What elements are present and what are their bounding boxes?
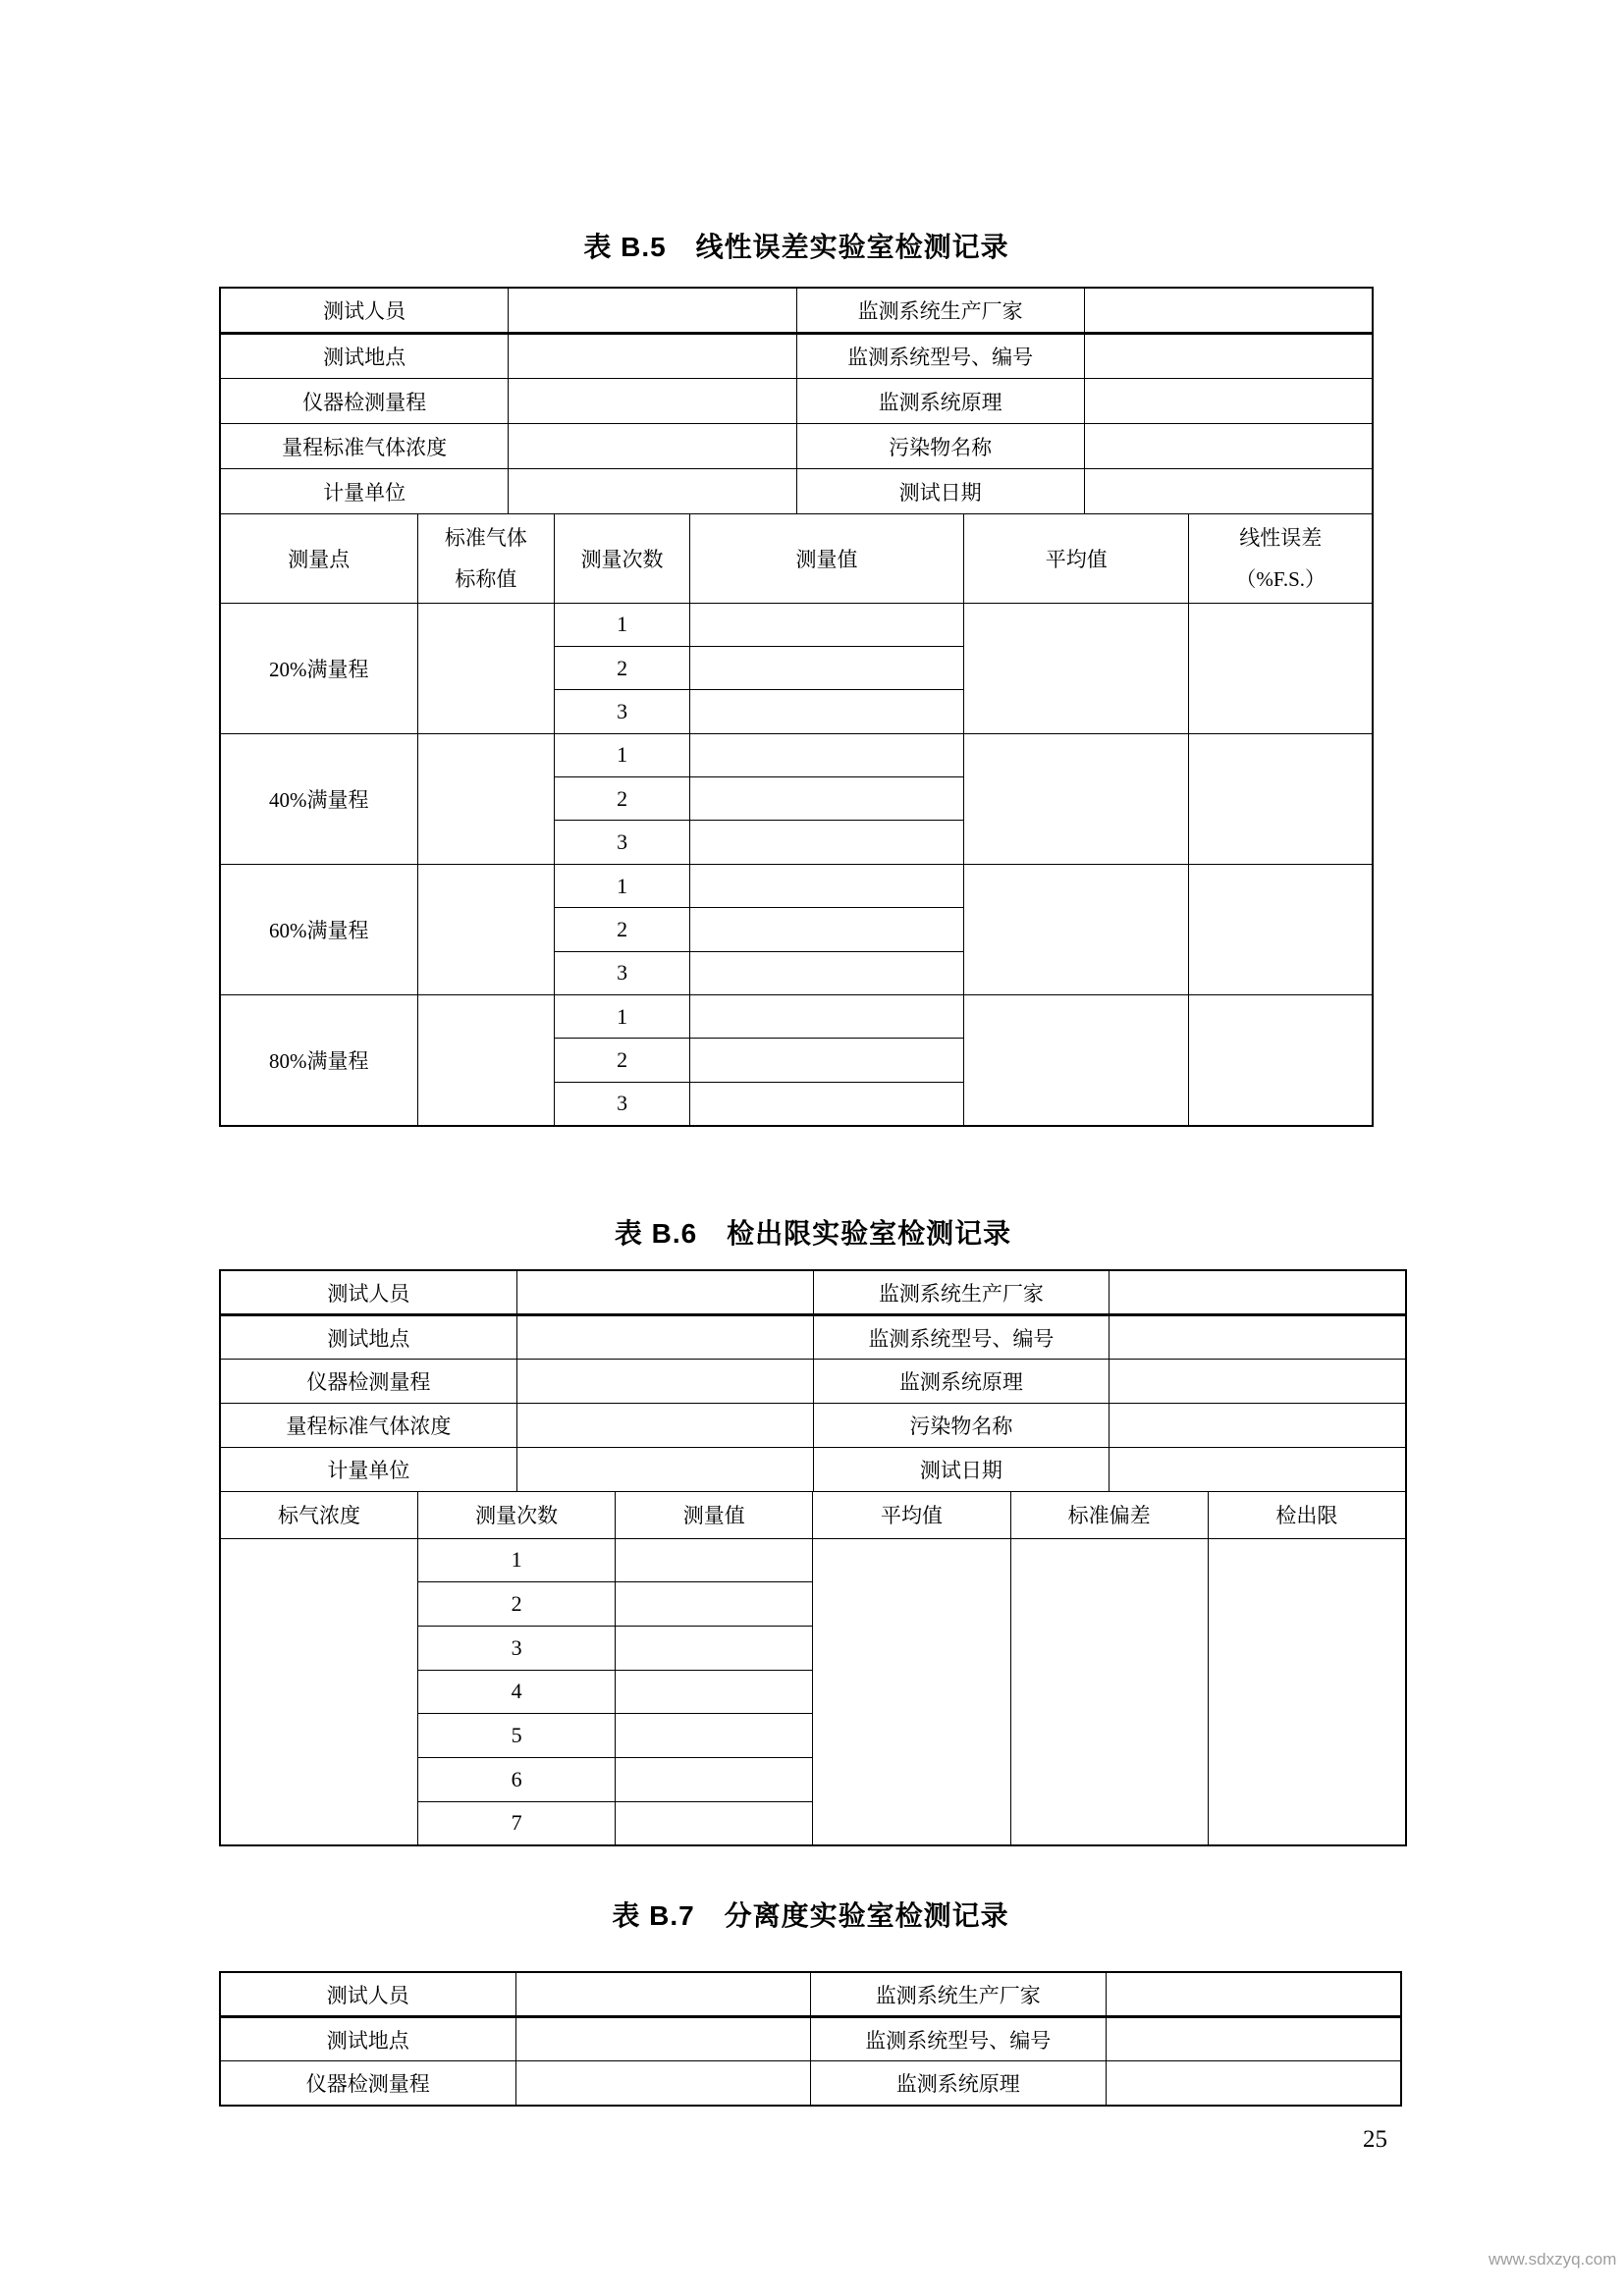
measure-point-cell: 80%满量程 — [221, 995, 418, 1126]
empty-value-cell — [509, 334, 796, 379]
measured-value-cell — [689, 733, 963, 776]
empty-value-cell — [515, 2017, 811, 2061]
info-label: 监测系统生产厂家 — [811, 1973, 1107, 2017]
table-b7 — [219, 1971, 1402, 2107]
measured-value-cell — [689, 821, 963, 864]
measured-value-cell — [689, 777, 963, 821]
column-header: 检出限 — [1208, 1492, 1405, 1538]
table-b6 — [219, 1269, 1407, 1846]
measured-value-cell — [616, 1757, 813, 1801]
table-row — [221, 1973, 1401, 2017]
info-label: 计量单位 — [221, 1448, 517, 1492]
linearity-error-cell — [1189, 733, 1373, 864]
linearity-error-cell — [1189, 995, 1373, 1126]
table-row — [221, 1360, 1406, 1404]
table-b6-body-block — [220, 1492, 1406, 1845]
table-row — [221, 995, 1373, 1039]
table-b5-title-text: 线性误差实验室检测记录 — [695, 232, 1009, 262]
trial-number-cell: 3 — [555, 1082, 690, 1125]
table-row — [221, 2061, 1401, 2106]
trial-number-cell: 1 — [555, 864, 690, 907]
info-label: 仪器检测量程 — [221, 1360, 517, 1404]
info-label: 污染物名称 — [813, 1404, 1110, 1448]
column-header: 测量值 — [616, 1492, 813, 1538]
info-label: 测试日期 — [813, 1448, 1110, 1492]
info-label: 测试人员 — [221, 1973, 516, 2017]
trial-number-cell: 4 — [418, 1670, 616, 1714]
detection-limit-cell — [1208, 1538, 1405, 1845]
table-row — [221, 424, 1373, 469]
measured-value-cell — [689, 603, 963, 646]
info-label: 监测系统原理 — [796, 379, 1084, 424]
column-header-line2: 标称值 — [455, 566, 517, 591]
info-label: 量程标准气体浓度 — [221, 424, 509, 469]
trial-number-cell: 2 — [418, 1582, 616, 1627]
table-header-row — [221, 1492, 1406, 1538]
measured-value-cell — [689, 864, 963, 907]
table-header-row — [221, 514, 1373, 603]
average-value-cell — [964, 864, 1189, 994]
table-row — [221, 469, 1373, 514]
info-label: 测试人员 — [221, 289, 509, 334]
trial-number-cell: 2 — [555, 777, 690, 821]
table-b7-title-label: 表 B.7 — [612, 1900, 695, 1931]
empty-value-cell — [509, 379, 796, 424]
table-b6-title-label: 表 B.6 — [614, 1218, 698, 1249]
measured-value-cell — [689, 646, 963, 689]
measure-point-cell: 20%满量程 — [221, 603, 418, 733]
measure-point-cell: 60%满量程 — [221, 864, 418, 994]
info-label: 监测系统生产厂家 — [796, 289, 1084, 334]
info-label: 测试地点 — [221, 1315, 517, 1360]
measured-value-cell — [616, 1582, 813, 1627]
empty-value-cell — [515, 1973, 811, 2017]
empty-value-cell — [1084, 379, 1372, 424]
empty-value-cell — [509, 289, 796, 334]
empty-value-cell — [1084, 469, 1372, 514]
table-row — [221, 1538, 1406, 1582]
column-header: 标准偏差 — [1010, 1492, 1208, 1538]
table-b6-info-block — [220, 1270, 1406, 1492]
table-b6-title-text: 检出限实验室检测记录 — [727, 1218, 1012, 1249]
column-header: 测量次数 — [555, 514, 690, 603]
info-label: 监测系统原理 — [811, 2061, 1107, 2106]
empty-value-cell — [1106, 1973, 1401, 2017]
measure-point-cell: 40%满量程 — [221, 733, 418, 864]
info-label: 监测系统型号、编号 — [796, 334, 1084, 379]
measured-value-cell — [616, 1670, 813, 1714]
table-b5 — [219, 287, 1374, 1127]
info-label: 量程标准气体浓度 — [221, 1404, 517, 1448]
table-row — [221, 1271, 1406, 1315]
empty-value-cell — [516, 1448, 813, 1492]
measured-value-cell — [689, 908, 963, 951]
measured-value-cell — [689, 995, 963, 1039]
table-row — [221, 1315, 1406, 1360]
std-gas-nominal-cell — [417, 603, 555, 733]
trial-number-cell: 5 — [418, 1714, 616, 1758]
trial-number-cell: 7 — [418, 1801, 616, 1845]
average-value-cell — [813, 1538, 1010, 1845]
measured-value-cell — [689, 1082, 963, 1125]
empty-value-cell — [516, 1360, 813, 1404]
linearity-error-cell — [1189, 864, 1373, 994]
column-header: 测量点 — [221, 514, 418, 603]
info-label: 监测系统原理 — [813, 1360, 1110, 1404]
trial-number-cell: 1 — [555, 603, 690, 646]
table-row — [221, 1448, 1406, 1492]
table-b5-title — [219, 226, 1374, 265]
average-value-cell — [964, 603, 1189, 733]
trial-number-cell: 6 — [418, 1757, 616, 1801]
std-gas-nominal-cell — [417, 864, 555, 994]
empty-value-cell — [515, 2061, 811, 2106]
table-b5-body-block — [220, 514, 1373, 1126]
table-row — [221, 379, 1373, 424]
column-header: 测量次数 — [418, 1492, 616, 1538]
empty-value-cell — [1084, 424, 1372, 469]
info-label: 计量单位 — [221, 469, 509, 514]
table-row — [221, 2017, 1401, 2061]
info-label: 监测系统型号、编号 — [811, 2017, 1107, 2061]
average-value-cell — [964, 995, 1189, 1126]
measured-value-cell — [689, 951, 963, 994]
table-b7-info-block — [220, 1972, 1401, 2106]
info-label: 监测系统型号、编号 — [813, 1315, 1110, 1360]
table-row — [221, 603, 1373, 646]
table-b7-title-text: 分离度实验室检测记录 — [724, 1900, 1009, 1931]
empty-value-cell — [516, 1315, 813, 1360]
table-b5-info-block — [220, 288, 1373, 514]
empty-value-cell — [509, 424, 796, 469]
std-gas-nominal-cell — [417, 733, 555, 864]
measured-value-cell — [616, 1714, 813, 1758]
info-label: 仪器检测量程 — [221, 379, 509, 424]
column-header-line2: （%F.S.） — [1235, 566, 1326, 591]
column-header-line1: 线性误差 — [1239, 525, 1323, 550]
empty-value-cell — [1110, 1360, 1406, 1404]
column-header — [1189, 514, 1373, 603]
info-label: 测试地点 — [221, 2017, 516, 2061]
table-row — [221, 334, 1373, 379]
trial-number-cell: 1 — [555, 733, 690, 776]
info-label: 仪器检测量程 — [221, 2061, 516, 2106]
trial-number-cell: 1 — [555, 995, 690, 1039]
info-label: 测试日期 — [796, 469, 1084, 514]
table-row — [221, 289, 1373, 334]
info-label: 监测系统生产厂家 — [813, 1271, 1110, 1315]
measured-value-cell — [616, 1538, 813, 1582]
trial-number-cell: 3 — [555, 951, 690, 994]
info-label: 测试人员 — [221, 1271, 517, 1315]
average-value-cell — [964, 733, 1189, 864]
column-header: 测量值 — [689, 514, 963, 603]
column-header: 标气浓度 — [221, 1492, 418, 1538]
empty-value-cell — [1106, 2061, 1401, 2106]
measured-value-cell — [689, 690, 963, 733]
std-gas-conc-cell — [221, 1538, 418, 1845]
column-header: 平均值 — [964, 514, 1189, 603]
trial-number-cell: 2 — [555, 646, 690, 689]
measured-value-cell — [616, 1801, 813, 1845]
empty-value-cell — [516, 1404, 813, 1448]
watermark-text: www.sdxzyq.com — [1489, 2250, 1617, 2269]
empty-value-cell — [1084, 289, 1372, 334]
measured-value-cell — [689, 1039, 963, 1082]
column-header — [417, 514, 555, 603]
empty-value-cell — [509, 469, 796, 514]
empty-value-cell — [1110, 1271, 1406, 1315]
trial-number-cell: 2 — [555, 1039, 690, 1082]
std-deviation-cell — [1010, 1538, 1208, 1845]
info-label: 污染物名称 — [796, 424, 1084, 469]
trial-number-cell: 2 — [555, 908, 690, 951]
empty-value-cell — [516, 1271, 813, 1315]
empty-value-cell — [1110, 1448, 1406, 1492]
linearity-error-cell — [1189, 603, 1373, 733]
trial-number-cell: 3 — [555, 690, 690, 733]
table-row — [221, 733, 1373, 776]
trial-number-cell: 3 — [418, 1626, 616, 1670]
measured-value-cell — [616, 1626, 813, 1670]
empty-value-cell — [1084, 334, 1372, 379]
column-header: 平均值 — [813, 1492, 1010, 1538]
table-b5-title-label: 表 B.5 — [583, 232, 667, 262]
trial-number-cell: 3 — [555, 821, 690, 864]
trial-number-cell: 1 — [418, 1538, 616, 1582]
empty-value-cell — [1110, 1315, 1406, 1360]
table-row — [221, 864, 1373, 907]
page-number: 25 — [1363, 2126, 1387, 2153]
table-row — [221, 1404, 1406, 1448]
info-label: 测试地点 — [221, 334, 509, 379]
table-b7-title — [219, 1895, 1402, 1934]
table-b6-title — [219, 1212, 1407, 1252]
std-gas-nominal-cell — [417, 995, 555, 1126]
empty-value-cell — [1106, 2017, 1401, 2061]
column-header-line1: 标准气体 — [444, 525, 527, 550]
empty-value-cell — [1110, 1404, 1406, 1448]
